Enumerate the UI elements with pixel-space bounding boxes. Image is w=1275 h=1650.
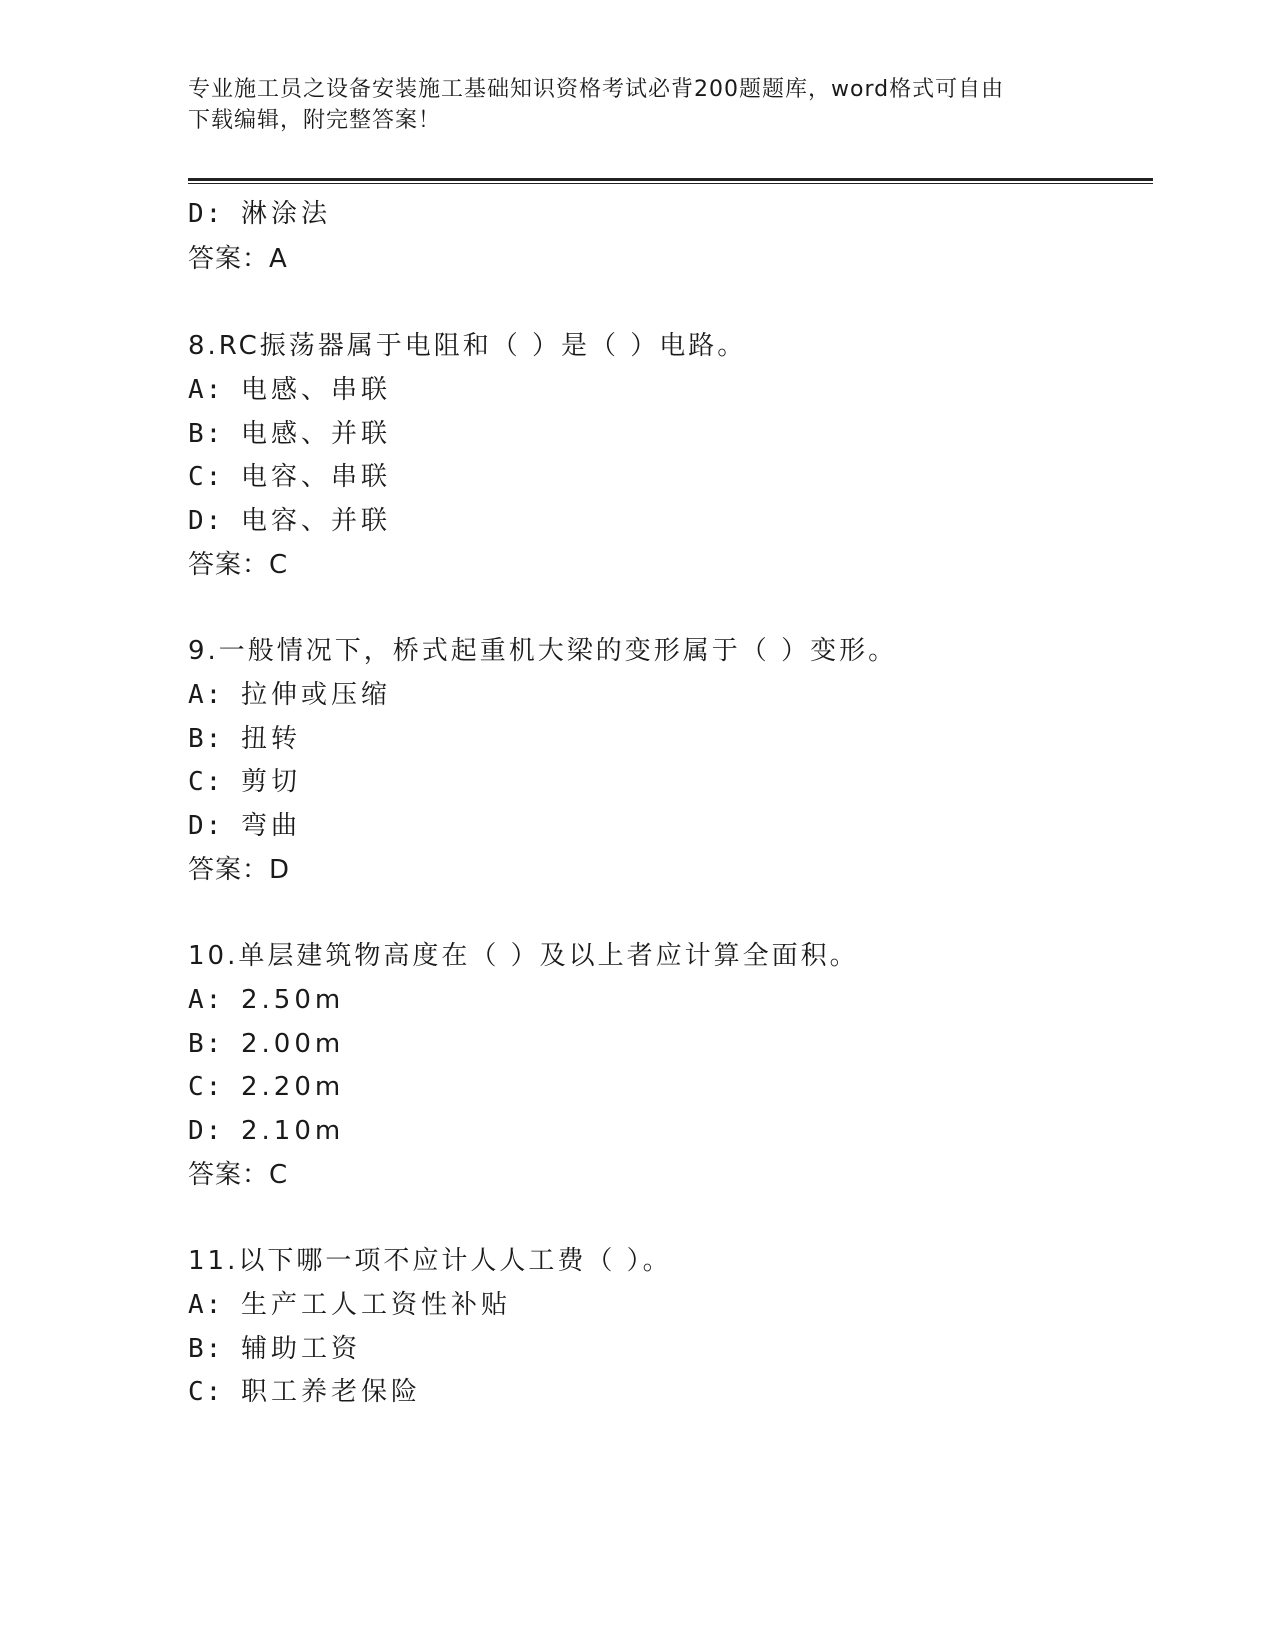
option-text: 电容、串联 — [240, 462, 391, 492]
question-9-answer: 答案：D — [188, 855, 291, 885]
question-8-option-a — [188, 374, 391, 406]
option-key: B: — [188, 1029, 224, 1059]
option-key: D: — [188, 506, 224, 536]
question-9-stem: 9.一般情况下，桥式起重机大梁的变形属于（ ）变形。 — [188, 636, 898, 666]
question-10-answer: 答案：C — [188, 1160, 289, 1190]
document-header — [188, 74, 1088, 136]
question-9-option-b — [188, 723, 301, 755]
question-11-option-b — [188, 1333, 361, 1365]
question-8-answer: 答案：C — [188, 550, 289, 580]
option-d-prev — [188, 198, 331, 230]
question-8-stem: 8.RC振荡器属于电阻和（ ）是（ ）电路。 — [188, 331, 747, 361]
header-divider-thick — [188, 178, 1153, 181]
question-9-option-d — [188, 810, 301, 842]
option-key: C: — [188, 462, 224, 492]
option-text: 淋涂法 — [240, 199, 331, 229]
option-text: 电容、并联 — [240, 506, 391, 536]
answer-prev: 答案：A — [188, 244, 288, 274]
question-10-option-a — [188, 984, 344, 1016]
option-key: B: — [188, 724, 224, 754]
question-10-option-c — [188, 1071, 344, 1103]
question-8-option-b — [188, 418, 391, 450]
question-8-option-d — [188, 505, 391, 537]
option-key: B: — [188, 1334, 224, 1364]
question-9-option-c — [188, 766, 301, 798]
option-key: D: — [188, 811, 224, 841]
option-text: 弯曲 — [240, 811, 301, 841]
option-key: C: — [188, 1072, 224, 1102]
option-text: 电感、并联 — [240, 419, 391, 449]
option-key: B: — [188, 419, 224, 449]
option-text: 2.10m — [240, 1116, 345, 1146]
question-10-option-d — [188, 1115, 344, 1147]
question-9-option-a — [188, 679, 391, 711]
question-10-stem: 10.单层建筑物高度在（ ）及以上者应计算全面积。 — [188, 941, 859, 971]
option-text: 电感、串联 — [240, 375, 391, 405]
header-divider-thin — [188, 183, 1153, 184]
option-key: A: — [188, 985, 224, 1015]
header-line-1: 专业施工员之设备安装施工基础知识资格考试必背200题题库，word格式可自由 — [188, 77, 1005, 102]
question-11-stem: 11.以下哪一项不应计人人工费（ ）。 — [188, 1246, 672, 1276]
question-8-option-c — [188, 461, 391, 493]
option-key: C: — [188, 1377, 224, 1407]
option-key: D: — [188, 199, 224, 229]
header-line-2: 下载编辑，附完整答案！ — [188, 108, 442, 133]
option-key: A: — [188, 1290, 224, 1320]
option-text: 拉伸或压缩 — [240, 680, 391, 710]
question-11-option-c — [188, 1376, 421, 1408]
option-text: 2.00m — [240, 1029, 345, 1059]
option-key: A: — [188, 375, 224, 405]
option-text: 剪切 — [240, 767, 301, 797]
option-key: C: — [188, 767, 224, 797]
option-text: 职工养老保险 — [240, 1377, 421, 1407]
option-text: 辅助工资 — [240, 1334, 361, 1364]
question-11-option-a — [188, 1289, 511, 1321]
option-key: D: — [188, 1116, 224, 1146]
option-text: 2.50m — [240, 985, 345, 1015]
option-text: 扭转 — [240, 724, 301, 754]
option-key: A: — [188, 680, 224, 710]
question-10-option-b — [188, 1028, 344, 1060]
option-text: 2.20m — [240, 1072, 345, 1102]
option-text: 生产工人工资性补贴 — [240, 1290, 511, 1320]
